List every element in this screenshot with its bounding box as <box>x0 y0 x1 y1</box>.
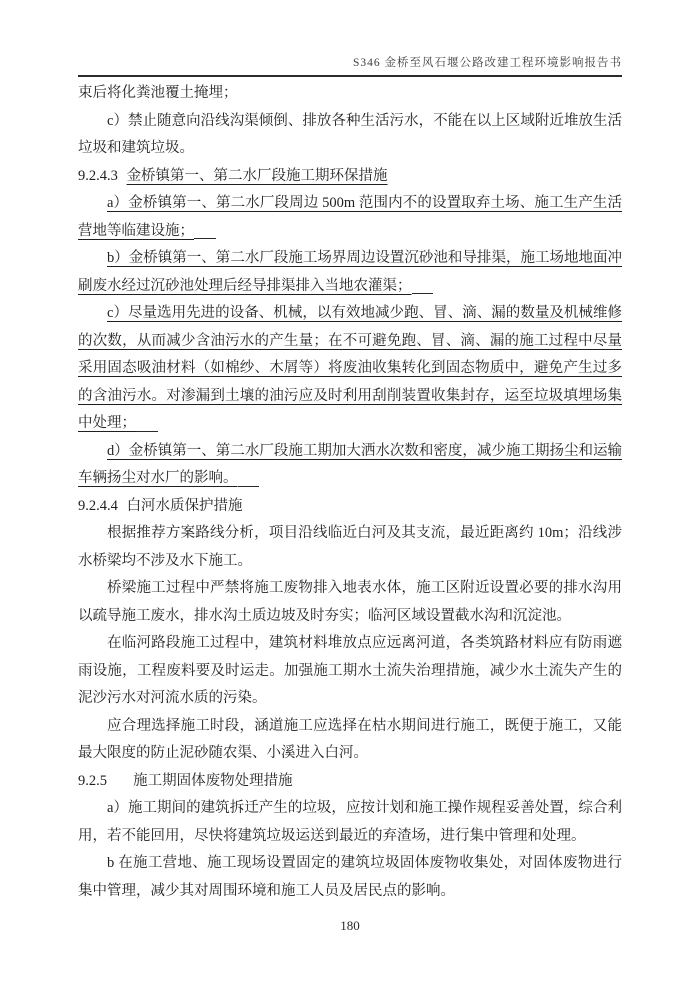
page-header <box>78 54 622 77</box>
section-number: 9.2.5 <box>78 772 107 789</box>
body-paragraph-item-b-underlined: b）金桥镇第一、第二水厂段施工场界周边设置沉砂池和导排渠，施工场地地面冲刷废水经过沉砂池处理后经导排渠排入当地农灌渠； <box>78 245 622 300</box>
page-number: 180 <box>340 918 360 933</box>
body-paragraph-continuation: 束后将化粪池覆土掩埋； <box>78 85 238 101</box>
body-paragraph-item-c-underlined: c）尽量选用先进的设备、机械，以有效地减少跑、冒、滴、漏的数量及机械维修的次数，从而减少含油污水的产生量；在不可避免跑、冒、滴、漏的施工过程中尽量采用固态吸油材料（如棉纱、木屑等）将废油收集转化到固态物质中，避免产生过多的含油污水。对渗漏到土壤的油污应及时利用刮削装置收集封存，运至垃圾填埋场集中处理； <box>78 300 622 438</box>
body-paragraph-bridge-construction: 桥梁施工过程中严禁将施工废物排入地表水体，施工区附近设置必要的排水沟用以疏导施工废水，排水沟土质边坡及时夯实；临河区域设置截水沟和沉淀池。 <box>78 580 622 624</box>
section-number: 9.2.4.4 <box>78 497 118 514</box>
body-paragraph-baihe-route: 根据推荐方案路线分析，项目沿线临近白河及其支流，最近距离约 10m；沿线涉水桥梁均不涉及水下施工。 <box>78 525 622 569</box>
section-title: 白河水质保护措施 <box>126 497 243 514</box>
section-title: 金桥镇第一、第二水厂段施工期环保措施 <box>126 167 388 184</box>
section-heading-9-2-4-4 <box>78 493 622 521</box>
section-number: 9.2.4.3 <box>78 167 118 184</box>
report-header-title: S346 金桥至风石堰公路改建工程环境影响报告书 <box>352 57 622 69</box>
section-title: 施工期固体废物处理措施 <box>133 772 293 789</box>
body-paragraph-construction-timing: 应合理选择施工时段，涵道施工应选择在枯水期间进行施工，既便于施工，又能最大限度的防止泥砂随农渠、小溪进入白河。 <box>78 717 622 761</box>
body-paragraph-solid-waste-b: b 在施工营地、施工现场设置固定的建筑垃圾固体废物收集处，对固体废物进行集中管理，减少其对周围环境和施工人员及居民点的影响。 <box>78 855 622 899</box>
section-heading-9-2-5 <box>78 768 622 796</box>
document-body <box>78 80 622 905</box>
body-paragraph-riverside-materials: 在临河路段施工过程中，建筑材料堆放点应远离河道，各类筑路材料应有防雨遮雨设施，工程废料要及时运走。加强施工期水土流失治理措施，减少水土流失产生的泥沙污水对河流水质的污染。 <box>78 635 622 706</box>
section-heading-9-2-4-3 <box>78 163 622 191</box>
body-paragraph-item-d-underlined: d）金桥镇第一、第二水厂段施工期加大洒水次数和密度，减少施工期扬尘和运输车辆扬尘对水厂的影响。 <box>78 438 622 493</box>
body-paragraph-item-a-underlined: a）金桥镇第一、第二水厂段周边 500m 范围内不的设置取弃土场、施工生产生活营地等临建设施； <box>78 190 622 245</box>
body-paragraph-item-c-general: c）禁止随意向沿线沟渠倾倒、排放各种生活污水，不能在以上区域附近堆放生活垃圾和建筑垃圾。 <box>78 112 622 156</box>
body-paragraph-solid-waste-a: a）施工期间的建筑拆迁产生的垃圾，应按计划和施工操作规程妥善处置，综合利用，若不能回用，尽快将建筑垃圾运送到最近的弃渣场，进行集中管理和处理。 <box>78 800 622 844</box>
